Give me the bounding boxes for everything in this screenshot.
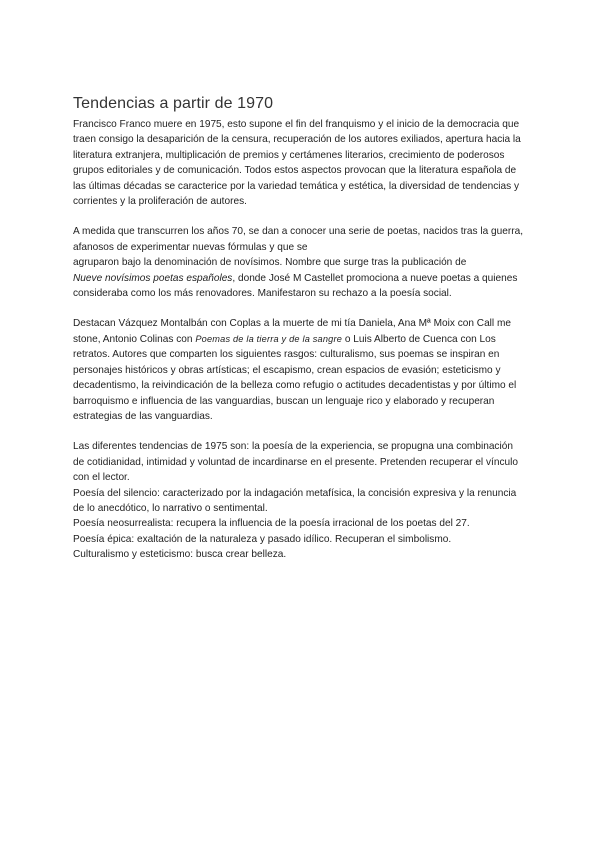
tendencia-epica: Poesía épica: exaltación de la naturaleza y pasado idílico. Recuperan el simbolismo. [73, 533, 452, 545]
tendencia-neosurrealista: Poesía neosurrealista: recupera la influencia de la poesía irracional de los poetas del 27. [73, 518, 470, 530]
paragraph-tendencias [73, 439, 523, 562]
novisimos-text-3: , donde José M Castellet promociona a nueve poetas a quienes consideraba como los más renovadores. Manifestaron su rechazo a la poesía social. [73, 272, 518, 300]
page-title: Tendencias a partir de 1970 [73, 95, 274, 112]
paragraph-novisimos [73, 224, 523, 301]
autores-text-2: o Luis Alberto de Cuenca con Los retratos. Autores que comparten los siguientes rasgos: culturalismo, sus poemas se inspiran en personajes históricos y obras artísticas; el escapismo, crean espacios de evasión; esteticismo y decadentismo, la reivindicación de la belleza como refugio o actitudes decadentistas y por último el barroquismo e influencia de las vanguardias, buscan un lenguaje rico y elaborado y recuperan estrategias de las vanguardias. [73, 333, 517, 422]
novisimos-text-1: A medida que transcurren los años 70, se dan a conocer una serie de poetas, nacidos tras la guerra, afanosos de experimentar nuevas fórmulas y que se [73, 226, 524, 253]
paragraph-gap [73, 424, 523, 439]
novisimos-book-title: Nueve novísimos poetas españoles [73, 272, 233, 284]
paragraph-gap [73, 209, 523, 224]
tendencia-culturalismo: Culturalismo y esteticismo: busca crear belleza. [73, 549, 287, 561]
paragraph-gap [73, 301, 523, 316]
paragraph-franco: Francisco Franco muere en 1975, esto supone el fin del franquismo y el inicio de la democracia que traen consigo la desaparición de la censura, recuperación de los autores exiliados, apertura hacia la literatura extranjera, multiplicación de premios y certámenes literarios, crecimiento de poderosos grupos editoriales y de comunicación. Todos estos aspectos provocan que la literatura española de las últimas décadas se caracterice por la variedad temática y estética, la diversidad de tendencias y corrientes y la proliferación de autores. [73, 119, 521, 208]
tendencias-intro: Las diferentes tendencias de 1975 son: la poesía de la experiencia, se propugna una combinación de cotidianidad, intimidad y voluntad de incardinarse en el presente. Pretenden recuperar el vínculo con el lector. [73, 441, 518, 484]
autores-book-title: Poemas de la tierra y de la sangre [195, 333, 343, 344]
tendencia-silencio: Poesía del silencio: caracterizado por la indagación metafísica, la concisión expresiva y la renuncia de lo anecdótico, lo narrativo o sentimental. [73, 487, 517, 514]
paragraph-autores [73, 316, 523, 424]
document-page [73, 94, 523, 563]
autores-text-1: Destacan Vázquez Montalbán con Coplas a la muerte de mi tía Daniela, Ana Mª Moix con Call me stone, Antonio Colinas con [73, 318, 511, 345]
novisimos-text-2: agruparon bajo la denominación de novísimos. Nombre que surge tras la publicación de [73, 257, 467, 269]
